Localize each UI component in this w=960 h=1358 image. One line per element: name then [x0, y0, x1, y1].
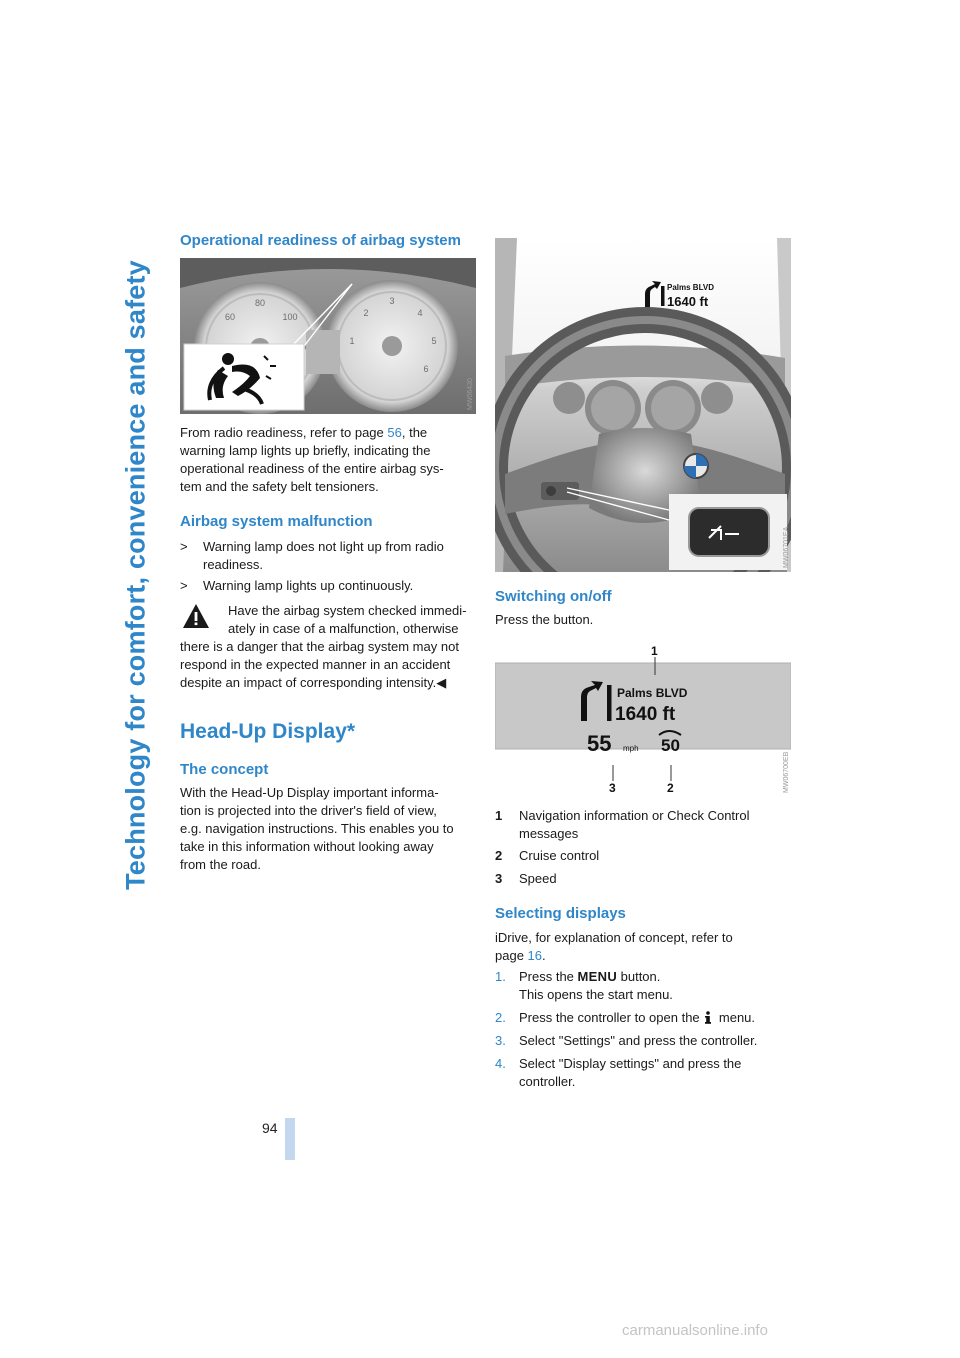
heading-selecting-displays: Selecting displays — [495, 905, 626, 922]
heading-airbag-readiness: Operational readiness of airbag system — [180, 232, 461, 249]
svg-text:3: 3 — [389, 296, 395, 306]
list-item: 2. Press the controller to open the menu. — [495, 1010, 756, 1025]
svg-text:1640 ft: 1640 ft — [667, 294, 709, 309]
instrument-cluster-illustration — [180, 258, 476, 414]
figure-code-dash: MW06430 — [467, 378, 474, 410]
chapter-sidebar-title: Technology for comfort, convenience and safety — [120, 260, 151, 890]
idrive-line1: iDrive, for explanation of concept, refer to — [495, 930, 733, 945]
callout-1: 1 — [651, 644, 658, 658]
concept-line2: tion is projected into the driver's field of view, — [180, 803, 437, 818]
svg-text:2: 2 — [363, 308, 369, 318]
list-item: > Warning lamp does not light up from radio readiness. — [180, 539, 444, 572]
page-link-16[interactable]: 16 — [527, 948, 543, 963]
warning-triangle-icon — [182, 603, 210, 629]
svg-text:60: 60 — [224, 312, 236, 322]
callout-3: 3 — [609, 781, 616, 795]
heading-airbag-malfunction: Airbag system malfunction — [180, 513, 373, 530]
heading-head-up-display: Head-Up Display* — [180, 720, 356, 743]
menu-key-label: MENU — [577, 969, 618, 984]
bullet-marker: > — [180, 578, 188, 593]
heading-switching-on-off: Switching on/off — [495, 588, 612, 605]
list-item: 4. Select "Display settings" and press the controller. — [495, 1056, 742, 1089]
info-i-icon — [703, 1011, 713, 1024]
figure-hud-display — [495, 641, 791, 797]
svg-text:4: 4 — [417, 308, 423, 318]
figure-steering-wheel-hud — [495, 238, 791, 572]
heading-the-concept: The concept — [180, 761, 269, 778]
switch-instruction: Press the button. — [495, 612, 594, 627]
callout-2: 2 — [667, 781, 674, 795]
steering-wheel-illustration — [495, 238, 791, 572]
page-link-56[interactable]: 56 — [387, 425, 402, 440]
airbag-paragraph-line2: warning lamp lights up briefly, indicating the — [180, 443, 431, 458]
list-item: 1 Navigation information or Check Control messages — [495, 808, 750, 841]
svg-text:55: 55 — [587, 731, 612, 756]
svg-text:80: 80 — [254, 298, 266, 308]
svg-text:6: 6 — [423, 364, 429, 374]
concept-line3: e.g. navigation instructions. This enables you to — [180, 821, 454, 836]
page-number-bar — [285, 1118, 295, 1160]
warning-line1: Have the airbag system checked immedi- — [228, 603, 467, 618]
list-item: > Warning lamp lights up continuously. — [180, 578, 414, 593]
svg-text:5: 5 — [431, 336, 437, 346]
site-watermark: carmanualsonline.info — [622, 1322, 768, 1339]
svg-text:1640 ft: 1640 ft — [615, 704, 676, 725]
figure-code-hud: MW06700EB — [783, 751, 790, 793]
concept-line5: from the road. — [180, 857, 261, 872]
warning-line2: ately in case of a malfunction, otherwise — [228, 621, 459, 636]
airbag-paragraph-line4: tem and the safety belt tensioners. — [180, 479, 379, 494]
list-item: 1. Press the MENU button. This opens the start menu. — [495, 969, 673, 1002]
svg-text:55: 55 — [647, 320, 664, 337]
airbag-paragraph-line3: operational readiness of the entire airbag sys- — [180, 461, 444, 476]
idrive-line2: page 16. — [495, 948, 546, 963]
svg-text:100: 100 — [282, 312, 298, 322]
svg-text:Palms BLVD: Palms BLVD — [617, 686, 688, 700]
airbag-paragraph-line1: From radio readiness, refer to page 56, the — [180, 425, 428, 440]
warning-line4: respond in the expected manner in an accident — [180, 657, 451, 672]
warning-line3: there is a danger that the airbag system may not — [180, 639, 459, 654]
svg-text:50: 50 — [661, 736, 680, 755]
list-item: 3 Speed — [495, 871, 557, 886]
concept-line4: take in this information without looking away — [180, 839, 434, 854]
svg-text:1: 1 — [349, 336, 355, 346]
svg-text:mph: mph — [673, 329, 683, 335]
list-item: 3. Select "Settings" and press the controller. — [495, 1033, 758, 1048]
svg-text:mph: mph — [623, 744, 639, 753]
figure-code-wheel: MW06701EA — [783, 526, 790, 568]
list-item: 2 Cruise control — [495, 848, 600, 863]
warning-line5: despite an impact of corresponding intensity.◀ — [180, 675, 447, 690]
figure-instrument-cluster — [180, 258, 476, 414]
svg-text:Palms BLVD: Palms BLVD — [667, 283, 714, 292]
svg-text:50: 50 — [693, 324, 706, 336]
concept-line1: With the Head-Up Display important informa- — [180, 785, 439, 800]
hud-display-illustration — [495, 641, 791, 797]
bullet-marker: > — [180, 539, 188, 554]
page-number: 94 — [262, 1120, 278, 1136]
